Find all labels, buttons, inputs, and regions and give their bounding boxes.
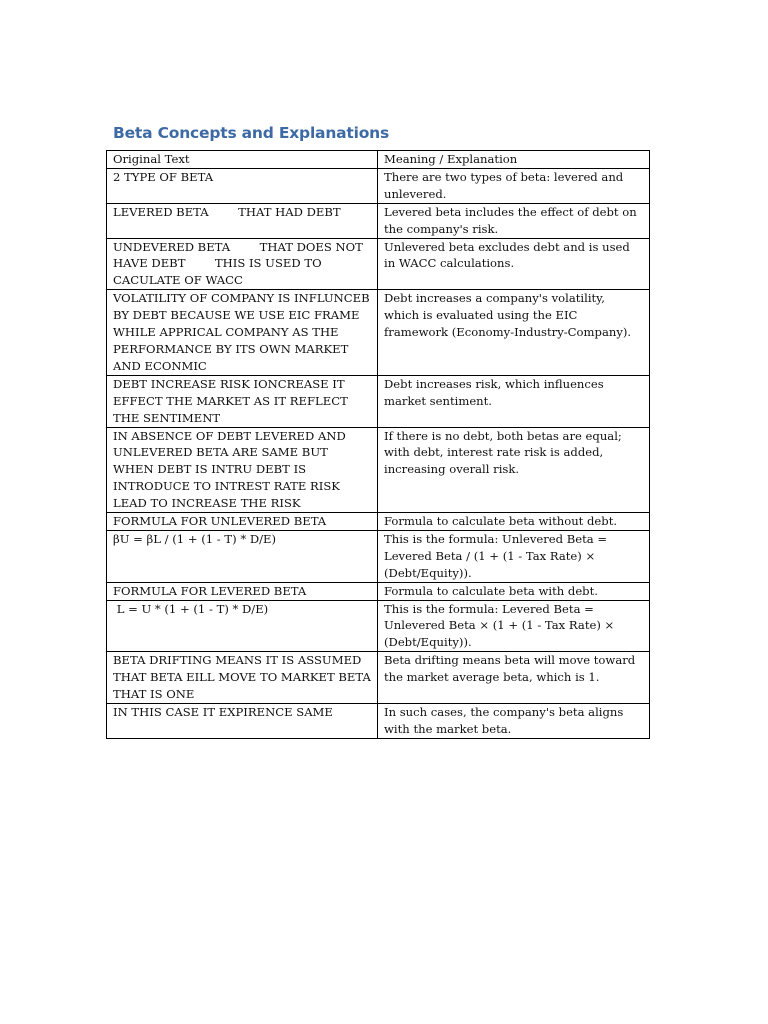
table-row	[107, 652, 650, 704]
cell-meaning: Formula to calculate beta with debt.	[378, 582, 650, 600]
table-row	[107, 600, 650, 652]
table-row	[107, 513, 650, 531]
cell-original: FORMULA FOR LEVERED BETA	[107, 582, 378, 600]
cell-meaning: Levered beta includes the effect of debt on the company's risk.	[378, 203, 650, 238]
cell-meaning: In such cases, the company's beta aligns with the market beta.	[378, 704, 650, 739]
cell-original: UNDEVERED BETA THAT DOES NOT HAVE DEBT THIS IS USED TO CACULATE OF WACC	[107, 238, 378, 290]
cell-meaning: Beta drifting means beta will move toward the market average beta, which is 1.	[378, 652, 650, 704]
cell-original: 2 TYPE OF BETA	[107, 168, 378, 203]
header-original-text: Original Text	[107, 151, 378, 169]
cell-original: FORMULA FOR UNLEVERED BETA	[107, 513, 378, 531]
table-row	[107, 582, 650, 600]
cell-original: BETA DRIFTING MEANS IT IS ASSUMED THAT BETA EILL MOVE TO MARKET BETA THAT IS ONE	[107, 652, 378, 704]
beta-table	[106, 150, 650, 739]
table-row	[107, 530, 650, 582]
table-row	[107, 238, 650, 290]
table-header-row	[107, 151, 650, 169]
cell-meaning: Debt increases a company's volatility, which is evaluated using the EIC framework (Economy-Industry-Company).	[378, 290, 650, 376]
cell-meaning: There are two types of beta: levered and unlevered.	[378, 168, 650, 203]
cell-original: DEBT INCREASE RISK IONCREASE IT EFFECT THE MARKET AS IT REFLECT THE SENTIMENT	[107, 375, 378, 427]
table-row	[107, 203, 650, 238]
cell-original: L = U * (1 + (1 - T) * D/E)	[107, 600, 378, 652]
cell-meaning: Formula to calculate beta without debt.	[378, 513, 650, 531]
table-row	[107, 375, 650, 427]
table-row	[107, 704, 650, 739]
header-meaning-explanation: Meaning / Explanation	[378, 151, 650, 169]
table-row	[107, 290, 650, 376]
cell-original: βU = βL / (1 + (1 - T) * D/E)	[107, 530, 378, 582]
cell-original: LEVERED BETA THAT HAD DEBT	[107, 203, 378, 238]
cell-meaning: Debt increases risk, which influences market sentiment.	[378, 375, 650, 427]
cell-original: IN THIS CASE IT EXPIRENCE SAME	[107, 704, 378, 739]
document-title: Beta Concepts and Explanations	[113, 124, 390, 142]
cell-original: VOLATILITY OF COMPANY IS INFLUNCEB BY DEBT BECAUSE WE USE EIC FRAME WHILE APPRICAL COMPANY AS THE PERFORMANCE BY ITS OWN MARKET AND ECONMIC	[107, 290, 378, 376]
cell-meaning: This is the formula: Levered Beta = Unlevered Beta × (1 + (1 - Tax Rate) × (Debt/Equity)).	[378, 600, 650, 652]
cell-meaning: If there is no debt, both betas are equal; with debt, interest rate risk is added, increasing overall risk.	[378, 427, 650, 513]
table-row	[107, 168, 650, 203]
cell-meaning: Unlevered beta excludes debt and is used in WACC calculations.	[378, 238, 650, 290]
cell-original: IN ABSENCE OF DEBT LEVERED AND UNLEVERED BETA ARE SAME BUT WHEN DEBT IS INTRU DEBT IS INTRODUCE TO INTREST RATE RISK LEAD TO INCREASE THE RISK	[107, 427, 378, 513]
table-row	[107, 427, 650, 513]
cell-meaning: This is the formula: Unlevered Beta = Levered Beta / (1 + (1 - Tax Rate) × (Debt/Equity)).	[378, 530, 650, 582]
